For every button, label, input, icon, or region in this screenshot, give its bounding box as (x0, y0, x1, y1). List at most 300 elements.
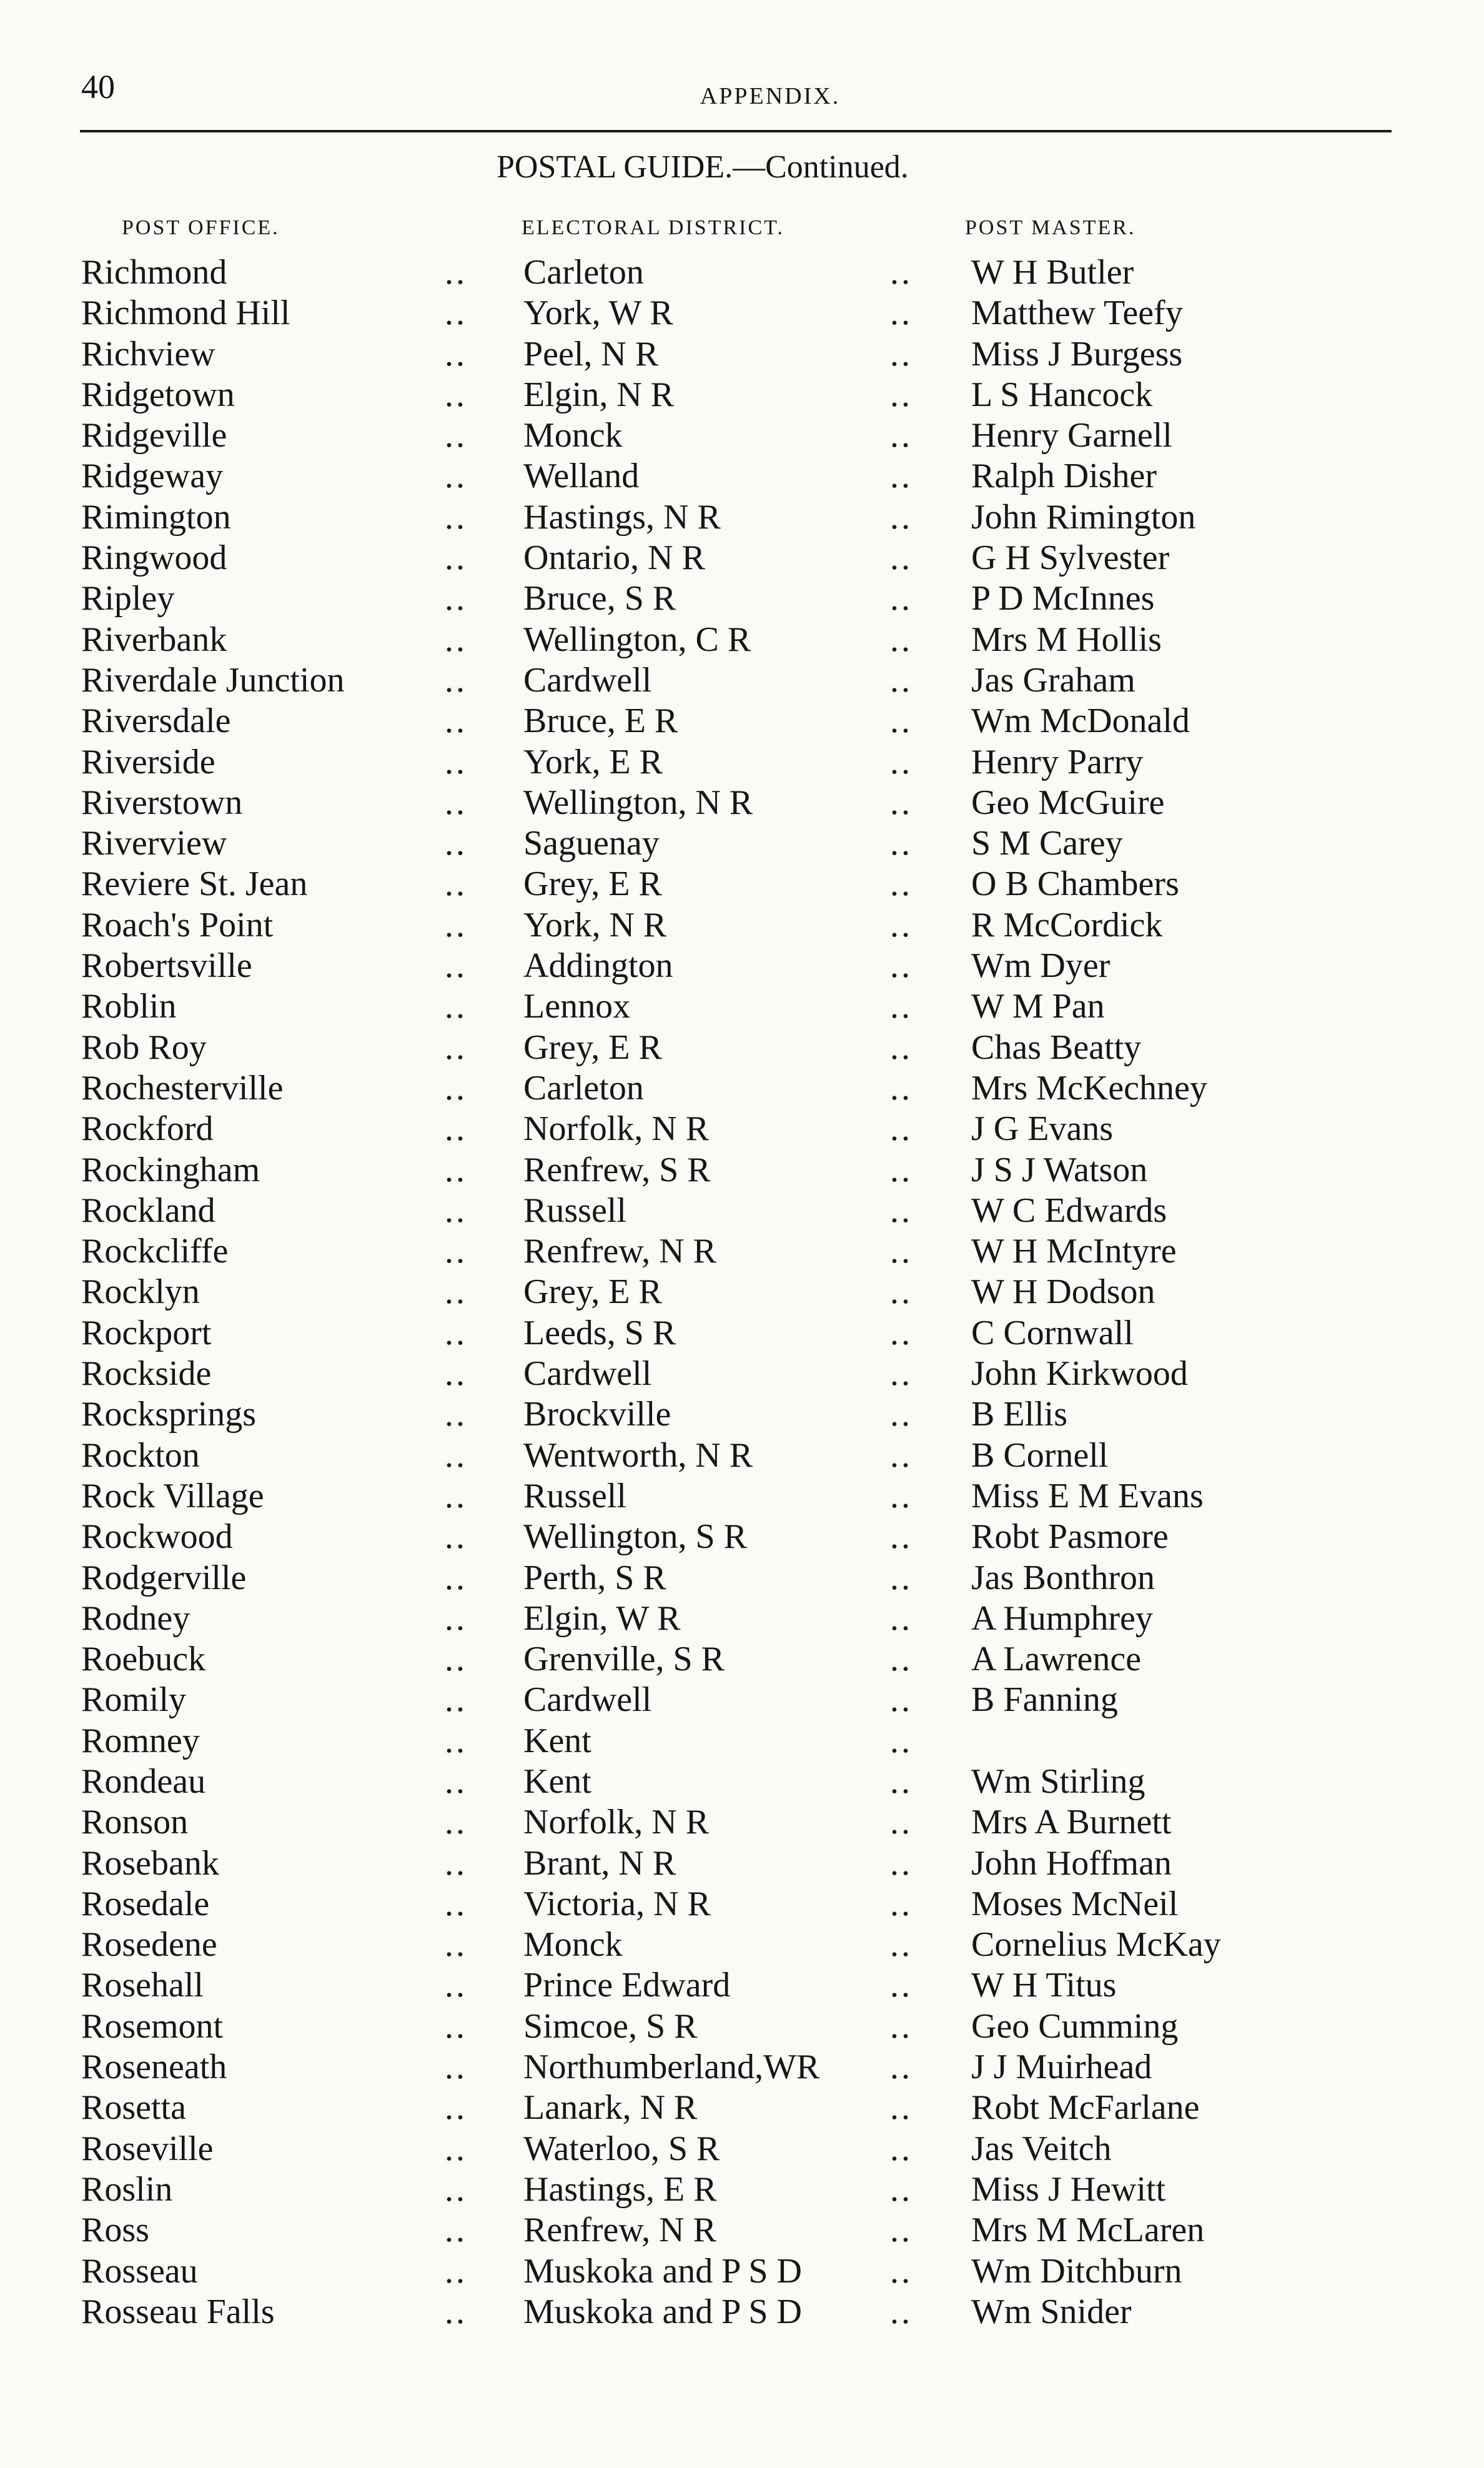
post-master-cell: Chas Beatty (971, 1028, 1142, 1067)
post-master-cell: Mrs M McLaren (971, 2211, 1205, 2250)
table-row (0, 375, 1484, 415)
electoral-district-cell: Lanark, N R (523, 2088, 698, 2128)
post-master-cell: W H Titus (971, 1966, 1117, 2005)
leader-dots: .. (445, 1395, 467, 1434)
electoral-district-cell: Grey, E R (523, 1028, 662, 1067)
leader-dots: .. (890, 457, 913, 496)
post-office-cell: Roslin (81, 2169, 173, 2209)
leader-dots: .. (890, 1721, 913, 1760)
table-row (0, 1558, 1484, 1598)
leader-dots: .. (445, 1028, 467, 1067)
table-row (0, 1965, 1484, 2006)
leader-dots: .. (445, 253, 467, 292)
post-office-cell: Ringwood (81, 538, 227, 578)
table-row (0, 946, 1484, 986)
post-master-cell: L S Hancock (971, 375, 1153, 414)
table-row (0, 986, 1484, 1027)
post-master-cell: J G Evans (971, 1109, 1114, 1149)
table-row (0, 1925, 1484, 1965)
post-office-cell: Rockingham (81, 1150, 260, 1189)
header-rule (80, 130, 1392, 132)
leader-dots: .. (445, 824, 467, 863)
post-master-cell: John Rimington (971, 497, 1196, 537)
post-office-cell: Riversdale (81, 701, 231, 741)
leader-dots: .. (890, 1517, 913, 1557)
leader-dots: .. (890, 294, 913, 333)
post-master-cell: Miss J Burgess (971, 334, 1183, 374)
post-master-cell: A Lawrence (971, 1640, 1142, 1679)
electoral-district-cell: Hastings, N R (523, 497, 721, 537)
leader-dots: .. (445, 742, 467, 781)
table-row (0, 1721, 1484, 1762)
electoral-district-cell: York, E R (523, 742, 663, 781)
electoral-district-cell: Waterloo, S R (523, 2129, 720, 2168)
leader-dots: .. (445, 865, 467, 904)
post-office-cell: Rockford (81, 1109, 214, 1149)
post-office-cell: Ridgeway (81, 457, 224, 496)
leader-dots: .. (890, 2251, 913, 2291)
leader-dots: .. (890, 375, 913, 414)
post-office-cell: Reviere St. Jean (81, 865, 308, 904)
electoral-district-cell: York, N R (523, 905, 667, 944)
post-office-cell: Robertsville (81, 946, 252, 986)
leader-dots: .. (445, 334, 467, 374)
leader-dots: .. (445, 1721, 467, 1760)
leader-dots: .. (445, 2211, 467, 2250)
post-office-cell: Romily (81, 1680, 187, 1720)
leader-dots: .. (890, 701, 913, 741)
leader-dots: .. (445, 538, 467, 578)
post-office-cell: Rosemont (81, 2006, 224, 2046)
post-office-cell: Rock Village (81, 1476, 264, 1515)
electoral-district-cell: Brockville (523, 1395, 671, 1434)
electoral-district-cell: Monck (523, 1925, 623, 1965)
post-master-cell: Cornelius McKay (971, 1925, 1221, 1965)
post-office-cell: Rosebank (81, 1843, 219, 1883)
leader-dots: .. (445, 1272, 467, 1312)
table-row (0, 2047, 1484, 2088)
leader-dots: .. (890, 2292, 913, 2331)
leader-dots: .. (890, 253, 913, 292)
leader-dots: .. (890, 1558, 913, 1597)
leader-dots: .. (445, 497, 467, 537)
leader-dots: .. (890, 334, 913, 374)
post-master-cell: B Fanning (971, 1680, 1118, 1720)
post-master-cell: Jas Bonthron (971, 1558, 1155, 1597)
post-office-cell: Rosehall (81, 1966, 204, 2005)
post-master-cell: Matthew Teefy (971, 294, 1183, 333)
leader-dots: .. (445, 1598, 467, 1638)
leader-dots: .. (890, 1272, 913, 1312)
electoral-district-cell: Cardwell (523, 1680, 652, 1720)
electoral-district-cell: Elgin, W R (523, 1598, 681, 1638)
leader-dots: .. (445, 294, 467, 333)
leader-dots: .. (890, 987, 913, 1026)
leader-dots: .. (445, 1925, 467, 1965)
leader-dots: .. (445, 1558, 467, 1597)
post-master-cell: J J Muirhead (971, 2048, 1152, 2087)
electoral-district-cell: Brant, N R (523, 1843, 676, 1883)
table-row (0, 660, 1484, 701)
post-office-cell: Romney (81, 1721, 200, 1760)
post-office-cell: Rosseau Falls (81, 2292, 275, 2331)
leader-dots: .. (890, 742, 913, 781)
table-row (0, 1884, 1484, 1925)
column-header-electoral-district: ELECTORAL DISTRICT. (522, 216, 784, 239)
leader-dots: .. (890, 497, 913, 537)
post-office-cell: Rockton (81, 1435, 200, 1475)
post-master-cell: John Hoffman (971, 1843, 1172, 1883)
page-number: 40 (81, 68, 115, 106)
table-row (0, 1150, 1484, 1191)
post-master-cell: Wm Dyer (971, 946, 1111, 986)
post-office-cell: Riverbank (81, 620, 227, 659)
electoral-district-cell: Addington (523, 946, 673, 986)
post-office-cell: Riverdale Junction (81, 660, 345, 700)
post-master-cell: Wm McDonald (971, 701, 1190, 741)
post-office-cell: Roblin (81, 987, 177, 1026)
electoral-district-cell: Prince Edward (523, 1966, 731, 2005)
leader-dots: .. (445, 1191, 467, 1230)
leader-dots: .. (890, 1476, 913, 1515)
electoral-district-cell: Muskoka and P S D (523, 2292, 802, 2331)
post-master-cell: A Humphrey (971, 1598, 1153, 1638)
leader-dots: .. (445, 2292, 467, 2331)
electoral-district-cell: Cardwell (523, 660, 652, 700)
table-row (0, 1762, 1484, 1802)
table-row (0, 783, 1484, 823)
electoral-district-cell: Monck (523, 416, 623, 455)
post-office-cell: Roseville (81, 2129, 214, 2168)
electoral-district-cell: Norfolk, N R (523, 1109, 710, 1149)
electoral-district-cell: Wellington, N R (523, 783, 753, 822)
electoral-district-cell: Grey, E R (523, 1272, 662, 1312)
leader-dots: .. (445, 1762, 467, 1801)
post-master-cell: Jas Veitch (971, 2129, 1112, 2168)
electoral-district-cell: Russell (523, 1476, 626, 1515)
leader-dots: .. (890, 1884, 913, 1923)
post-office-cell: Riverstown (81, 783, 243, 822)
column-header-post-office: POST OFFICE. (122, 216, 280, 239)
leader-dots: .. (445, 905, 467, 944)
post-master-cell: Mrs M Hollis (971, 620, 1162, 659)
table-row (0, 2129, 1484, 2169)
leader-dots: .. (890, 1354, 913, 1394)
leader-dots: .. (445, 946, 467, 986)
table-row (0, 334, 1484, 375)
post-master-cell: W H McIntyre (971, 1232, 1177, 1271)
table-row (0, 905, 1484, 946)
post-master-cell: Moses McNeil (971, 1884, 1179, 1923)
leader-dots: .. (445, 1640, 467, 1679)
table-row (0, 497, 1484, 538)
leader-dots: .. (445, 2048, 467, 2087)
table-row (0, 1476, 1484, 1517)
table-row (0, 1109, 1484, 1149)
leader-dots: .. (890, 1232, 913, 1271)
post-master-cell: R McCordick (971, 905, 1163, 944)
table-row (0, 456, 1484, 497)
post-office-cell: Roseneath (81, 2048, 227, 2087)
leader-dots: .. (890, 1843, 913, 1883)
leader-dots: .. (445, 1517, 467, 1557)
table-row (0, 538, 1484, 578)
post-master-cell: Robt McFarlane (971, 2088, 1200, 2128)
leader-dots: .. (890, 1435, 913, 1475)
table-row (0, 2006, 1484, 2047)
post-office-cell: Riverview (81, 824, 227, 863)
table-row (0, 864, 1484, 904)
post-office-cell: Rockport (81, 1313, 212, 1352)
post-office-cell: Roebuck (81, 1640, 206, 1679)
table-row (0, 2088, 1484, 2128)
post-office-cell: Rondeau (81, 1762, 206, 1801)
post-office-cell: Rocksprings (81, 1395, 256, 1434)
post-office-cell: Rosedene (81, 1925, 217, 1965)
post-office-cell: Rimington (81, 497, 231, 537)
table-row (0, 578, 1484, 619)
leader-dots: .. (890, 2211, 913, 2250)
post-master-cell: John Kirkwood (971, 1354, 1188, 1394)
post-master-cell: W H Dodson (971, 1272, 1155, 1312)
post-office-cell: Rockwood (81, 1517, 233, 1557)
post-master-cell: P D McInnes (971, 579, 1155, 618)
electoral-district-cell: Renfrew, N R (523, 2211, 716, 2250)
post-master-cell: Wm Stirling (971, 1762, 1145, 1801)
postal-guide-table (0, 252, 1484, 2332)
post-master-cell: J S J Watson (971, 1150, 1148, 1189)
post-office-cell: Rockcliffe (81, 1232, 229, 1271)
electoral-district-cell: Lennox (523, 987, 631, 1026)
electoral-district-cell: Norfolk, N R (523, 1803, 710, 1842)
electoral-district-cell: Welland (523, 457, 640, 496)
post-office-cell: Rodgerville (81, 1558, 247, 1597)
leader-dots: .. (890, 2169, 913, 2209)
table-row (0, 1843, 1484, 1884)
electoral-district-cell: Leeds, S R (523, 1313, 676, 1352)
post-master-cell: Miss J Hewitt (971, 2169, 1166, 2209)
leader-dots: .. (445, 375, 467, 414)
leader-dots: .. (890, 1925, 913, 1965)
electoral-district-cell: Bruce, E R (523, 701, 678, 741)
leader-dots: .. (890, 1150, 913, 1189)
post-office-cell: Richview (81, 334, 215, 374)
post-office-cell: Ross (81, 2211, 149, 2250)
post-master-cell: Mrs A Burnett (971, 1803, 1172, 1842)
post-master-cell: G H Sylvester (971, 538, 1170, 578)
table-row (0, 1680, 1484, 1720)
table-row (0, 2169, 1484, 2210)
electoral-district-cell: Wellington, C R (523, 620, 751, 659)
leader-dots: .. (890, 1313, 913, 1352)
electoral-district-cell: Elgin, N R (523, 375, 675, 414)
table-row (0, 1272, 1484, 1312)
post-office-cell: Rockland (81, 1191, 215, 1230)
electoral-district-cell: Wellington, S R (523, 1517, 747, 1557)
leader-dots: .. (890, 1803, 913, 1842)
leader-dots: .. (445, 2088, 467, 2128)
post-master-cell: S M Carey (971, 824, 1123, 863)
electoral-district-cell: Peel, N R (523, 334, 659, 374)
leader-dots: .. (890, 579, 913, 618)
leader-dots: .. (445, 660, 467, 700)
leader-dots: .. (890, 824, 913, 863)
post-master-cell: W H Butler (971, 253, 1134, 292)
electoral-district-cell: Ontario, N R (523, 538, 705, 578)
electoral-district-cell: Bruce, S R (523, 579, 676, 618)
leader-dots: .. (445, 579, 467, 618)
leader-dots: .. (890, 865, 913, 904)
running-head: APPENDIX. (700, 83, 841, 109)
post-master-cell: B Cornell (971, 1435, 1109, 1475)
electoral-district-cell: Victoria, N R (523, 1884, 711, 1923)
leader-dots: .. (890, 946, 913, 986)
post-master-cell: Wm Snider (971, 2292, 1132, 2331)
post-master-cell: Geo Cumming (971, 2006, 1179, 2046)
table-row (0, 742, 1484, 783)
leader-dots: .. (445, 2251, 467, 2291)
leader-dots: .. (890, 538, 913, 578)
leader-dots: .. (890, 1068, 913, 1108)
electoral-district-cell: Cardwell (523, 1354, 652, 1394)
post-master-cell: Henry Parry (971, 742, 1144, 781)
post-office-cell: Ripley (81, 579, 175, 618)
table-row (0, 2251, 1484, 2292)
post-office-cell: Richmond (81, 253, 227, 292)
leader-dots: .. (445, 1680, 467, 1720)
leader-dots: .. (890, 1640, 913, 1679)
table-row (0, 1435, 1484, 1476)
electoral-district-cell: Wentworth, N R (523, 1435, 753, 1475)
leader-dots: .. (890, 2088, 913, 2128)
leader-dots: .. (890, 2129, 913, 2168)
column-header-post-master: POST MASTER. (965, 216, 1136, 239)
electoral-district-cell: Kent (523, 1762, 591, 1801)
electoral-district-cell: Muskoka and P S D (523, 2251, 802, 2291)
leader-dots: .. (445, 2169, 467, 2209)
leader-dots: .. (445, 1354, 467, 1394)
table-row (0, 1639, 1484, 1680)
leader-dots: .. (890, 783, 913, 822)
post-office-cell: Rosseau (81, 2251, 198, 2291)
table-row (0, 293, 1484, 334)
post-master-cell: Geo McGuire (971, 783, 1165, 822)
electoral-district-cell: Hastings, E R (523, 2169, 717, 2209)
table-row (0, 1394, 1484, 1435)
post-master-cell: Jas Graham (971, 660, 1135, 700)
post-master-cell: W C Edwards (971, 1191, 1167, 1230)
post-office-cell: Rochesterville (81, 1068, 284, 1108)
post-office-cell: Rosetta (81, 2088, 186, 2128)
post-office-cell: Ridgeville (81, 416, 227, 455)
leader-dots: .. (445, 2129, 467, 2168)
post-office-cell: Ridgetown (81, 375, 235, 414)
electoral-district-cell: Grey, E R (523, 865, 662, 904)
table-row (0, 1068, 1484, 1109)
leader-dots: .. (445, 1884, 467, 1923)
leader-dots: .. (890, 1680, 913, 1720)
leader-dots: .. (445, 1313, 467, 1352)
table-row (0, 1313, 1484, 1354)
table-row (0, 1598, 1484, 1639)
leader-dots: .. (890, 1966, 913, 2005)
electoral-district-cell: Renfrew, N R (523, 1232, 716, 1271)
electoral-district-cell: Grenville, S R (523, 1640, 725, 1679)
post-master-cell: Ralph Disher (971, 457, 1157, 496)
post-office-cell: Rosedale (81, 1884, 210, 1923)
table-row (0, 2292, 1484, 2332)
table-row (0, 1517, 1484, 1557)
table-row (0, 415, 1484, 456)
leader-dots: .. (445, 1068, 467, 1108)
electoral-district-cell: Northumberland,WR (523, 2048, 820, 2087)
leader-dots: .. (890, 1109, 913, 1149)
leader-dots: .. (890, 1191, 913, 1230)
leader-dots: .. (445, 620, 467, 659)
leader-dots: .. (890, 1762, 913, 1801)
electoral-district-cell: Kent (523, 1721, 591, 1760)
leader-dots: .. (445, 1843, 467, 1883)
table-row (0, 2210, 1484, 2251)
leader-dots: .. (445, 1476, 467, 1515)
leader-dots: .. (445, 457, 467, 496)
post-office-cell: Riverside (81, 742, 215, 781)
table-row (0, 823, 1484, 864)
leader-dots: .. (445, 1150, 467, 1189)
electoral-district-cell: Russell (523, 1191, 626, 1230)
electoral-district-cell: Carleton (523, 1068, 644, 1108)
leader-dots: .. (445, 2006, 467, 2046)
electoral-district-cell: Simcoe, S R (523, 2006, 698, 2046)
post-master-cell: C Cornwall (971, 1313, 1134, 1352)
post-office-cell: Rockside (81, 1354, 212, 1394)
table-row (0, 1028, 1484, 1068)
leader-dots: .. (890, 2006, 913, 2046)
table-row (0, 1354, 1484, 1394)
leader-dots: .. (445, 987, 467, 1026)
leader-dots: .. (445, 1803, 467, 1842)
post-office-cell: Richmond Hill (81, 294, 290, 333)
table-row (0, 1231, 1484, 1272)
guide-title: POSTAL GUIDE.—Continued. (497, 149, 909, 185)
post-master-cell: B Ellis (971, 1395, 1068, 1434)
post-office-cell: Rodney (81, 1598, 190, 1638)
post-master-cell: Mrs McKechney (971, 1068, 1207, 1108)
table-row (0, 1191, 1484, 1231)
leader-dots: .. (890, 660, 913, 700)
post-office-cell: Roach's Point (81, 905, 274, 944)
leader-dots: .. (445, 701, 467, 741)
leader-dots: .. (890, 620, 913, 659)
leader-dots: .. (890, 1598, 913, 1638)
table-row (0, 620, 1484, 660)
post-master-cell: Wm Ditchburn (971, 2251, 1182, 2291)
leader-dots: .. (890, 416, 913, 455)
leader-dots: .. (890, 1028, 913, 1067)
post-master-cell: Robt Pasmore (971, 1517, 1169, 1557)
leader-dots: .. (445, 1109, 467, 1149)
electoral-district-cell: Renfrew, S R (523, 1150, 711, 1189)
leader-dots: .. (890, 905, 913, 944)
post-master-cell: Henry Garnell (971, 416, 1172, 455)
table-row (0, 1802, 1484, 1843)
leader-dots: .. (445, 1232, 467, 1271)
table-row (0, 252, 1484, 293)
post-master-cell: W M Pan (971, 987, 1105, 1026)
post-office-cell: Rocklyn (81, 1272, 200, 1312)
leader-dots: .. (445, 783, 467, 822)
leader-dots: .. (445, 1435, 467, 1475)
